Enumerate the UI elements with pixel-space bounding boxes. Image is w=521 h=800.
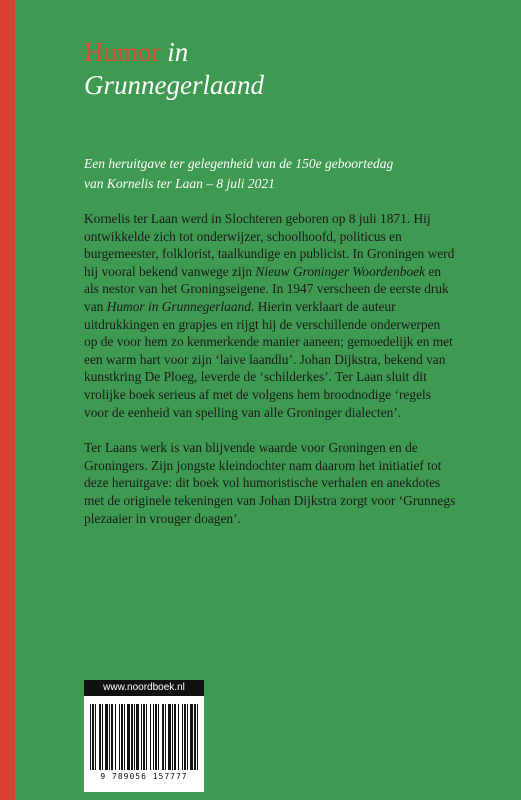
title-humor: Humor <box>84 37 161 67</box>
isbn-number: 9 789056 157777 <box>100 772 188 781</box>
book-title <box>84 36 264 102</box>
blurb-p1-part-c: Hierin verklaart de auteur uitdrukkingen en grapjes en rijgt hij de verschillende onderwerpen op de voor hem zo kenmerkende manier aaneen; gemoedelijk en met een warm hart voor zijn ‘laive laandlu’. Johan Dijkstra, bekend van kunstkring De Ploeg, leverde de ‘schilderkes’. Ter Laan sluit dit vrolijke boek serieus af met de volgens hem broodnodige ‘regels voor de eenheid van spelling van alle Groninger dialecten’. <box>84 298 453 420</box>
subtitle <box>84 154 464 194</box>
blurb-paragraph-1 <box>84 210 456 421</box>
title-in: in <box>167 37 189 67</box>
red-spine-band <box>0 0 15 800</box>
title-grunnegerlaand: Grunnegerlaand <box>84 70 264 100</box>
publisher-url: www.noordboek.nl <box>84 680 204 696</box>
subtitle-line1: Een heruitgave ter gelegenheid van de 150e geboortedag <box>84 156 394 171</box>
blurb-text <box>84 210 456 545</box>
blurb-p1-part-b: en als nestor van het Groningseigene. In 1947 verscheen de eerste druk van <box>84 263 449 314</box>
barcode-box <box>84 680 204 792</box>
blurb-p1-part-a: Kornelis ter Laan werd in Slochteren geboren op 8 juli 1871. Hij ontwikkelde zich tot onderwijzer, schoolhoofd, politicus en burgemeester, folklorist, taalkundige en publicist. In Groningen werd hij vooral bekend vanwege zijn <box>84 211 455 279</box>
subtitle-line2: van Kornelis ter Laan – 8 juli 2021 <box>84 176 275 191</box>
barcode-icon <box>88 704 200 770</box>
blurb-paragraph-2: Ter Laans werk is van blijvende waarde voor Groningen en de Groningers. Zijn jongste kleindochter nam daarom het initiatief tot deze heruitgave: dit boek vol humoristische verhalen en anekdotes met de originele tekeningen van Johan Dijkstra zorgt voor ‘Grunnegs plezaaier in vrouger doagen’. <box>84 440 456 526</box>
blurb-p1-dictionary-title: Nieuw Groninger Woordenboek <box>255 263 426 279</box>
blurb-p1-book-title: Humor in Grunnegerlaand. <box>106 298 255 314</box>
